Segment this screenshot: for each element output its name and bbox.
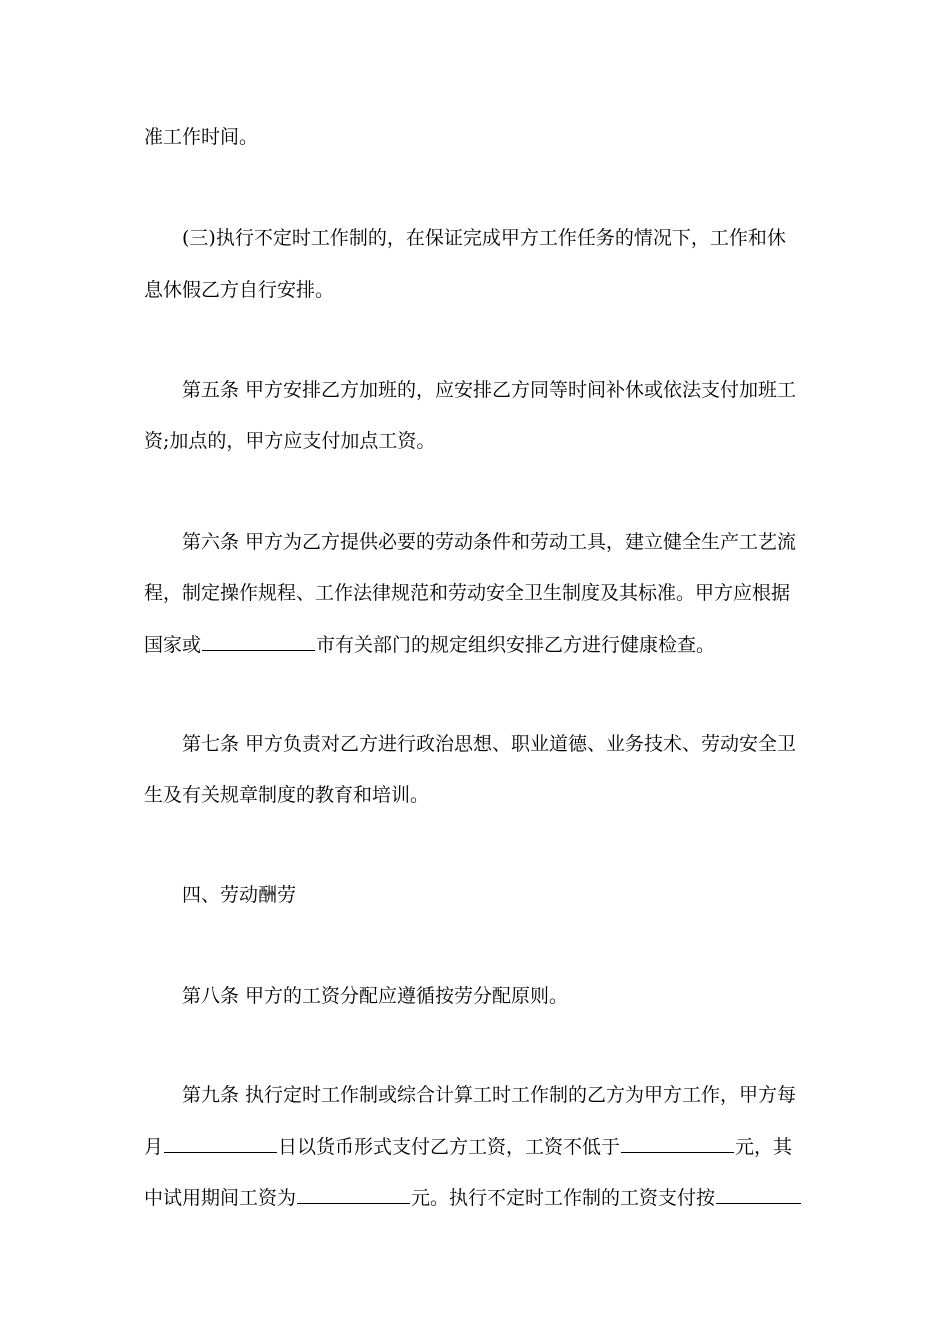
text-segment: 中试用期间工资为 [144,1187,297,1209]
paragraph-line [144,632,715,657]
text-segment: 第八条 甲方的工资分配应遵循按劳分配原则。 [182,985,569,1007]
paragraph-line [182,226,786,250]
fill-in-blank [716,1185,801,1204]
text-segment: 资;加点的，甲方应支付加点工资。 [144,430,436,452]
paragraph-line [144,125,258,149]
paragraph-line [182,530,796,554]
paragraph-line [144,581,790,605]
text-segment: 四、劳动酬劳 [182,884,297,906]
text-segment: (三)执行不定时工作制的，在保证完成甲方工作任务的情况下，工作和休 [182,227,786,249]
paragraph-line [144,1185,802,1210]
paragraph-line [182,732,796,756]
paragraph-line [144,1134,792,1159]
section-heading [182,883,296,907]
fill-in-blank [297,1185,410,1204]
text-segment: 第六条 甲方为乙方提供必要的劳动条件和劳动工具，建立健全生产工艺流 [182,531,797,553]
text-segment: 市有关部门的规定组织安排乙方进行健康检查。 [316,634,716,656]
text-segment: 程，制定操作规程、工作法律规范和劳动安全卫生制度及其标准。甲方应根据 [144,582,791,604]
text-segment: 生及有关规章制度的教育和培训。 [144,784,430,806]
paragraph-line [144,278,334,302]
paragraph-line [144,783,429,807]
text-segment: 第九条 执行定时工作制或综合计算工时工作制的乙方为甲方工作，甲方每 [182,1084,797,1106]
paragraph-line [182,984,568,1008]
fill-in-blank [164,1134,277,1153]
text-segment: 国家或 [144,634,202,656]
paragraph-line [144,429,435,453]
paragraph-line [182,378,796,402]
text-segment: 准工作时间。 [144,126,259,148]
text-segment: 息休假乙方自行安排。 [144,279,335,301]
text-segment: 元，其 [735,1136,793,1158]
text-segment: 第五条 甲方安排乙方加班的，应安排乙方同等时间补休或依法支付加班工 [182,379,797,401]
paragraph-line [182,1083,796,1107]
text-segment: 第七条 甲方负责对乙方进行政治思想、职业道德、业务技术、劳动安全卫 [182,733,797,755]
text-segment: 元。执行不定时工作制的工资支付按 [411,1187,716,1209]
text-segment: 日以货币形式支付乙方工资，工资不低于 [278,1136,621,1158]
fill-in-blank [202,632,315,651]
fill-in-blank [621,1134,734,1153]
text-segment: 月 [144,1136,164,1158]
